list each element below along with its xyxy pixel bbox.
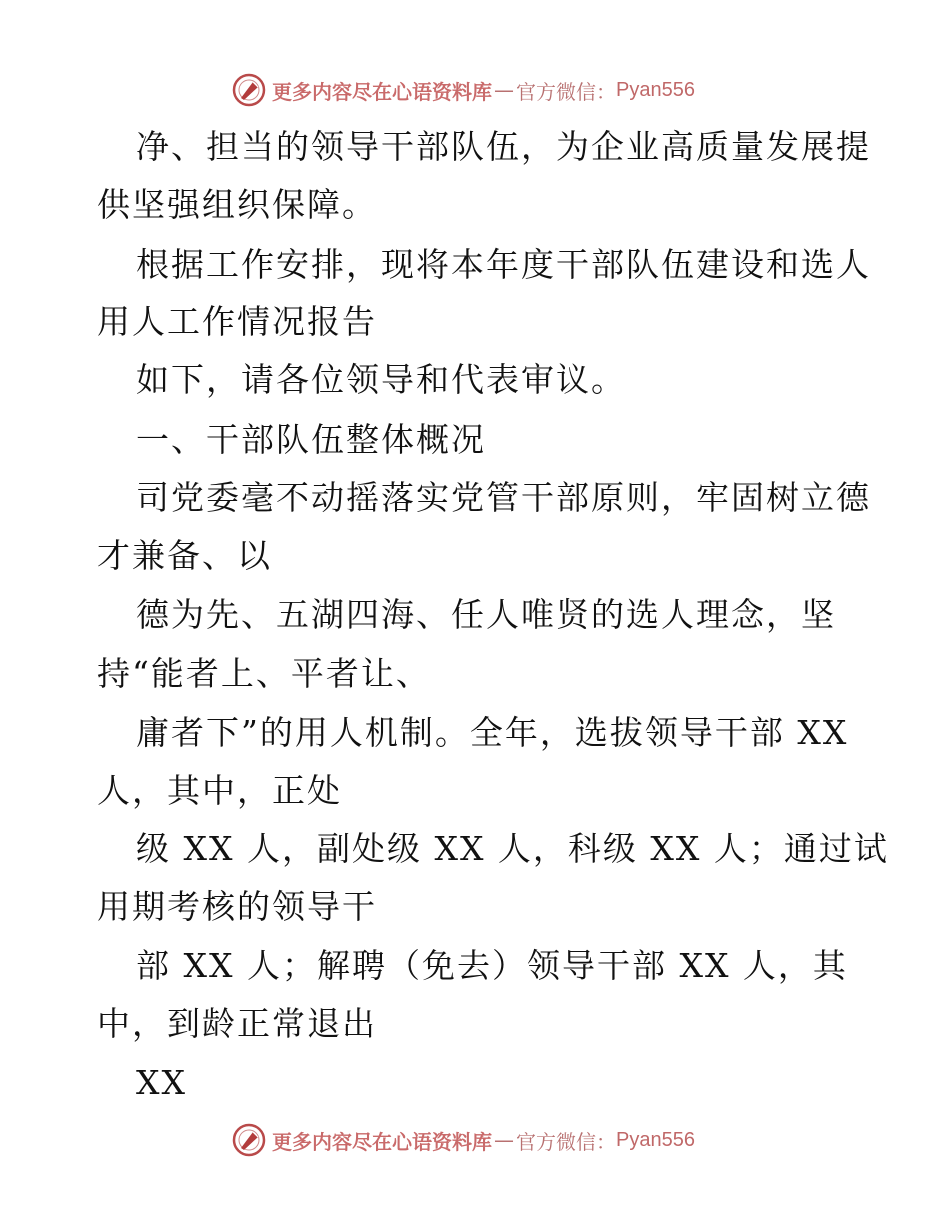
banner-dash: — [494,78,514,102]
text-line: 用人工作情况报告 [97,302,377,341]
text-line: 部 XX 人；解聘（免去）领导干部 XX 人，其 [136,946,848,985]
text-line: 中，到龄正常退出 [97,1004,377,1043]
text-line: 庸者下”的用人机制。全年，选拔领导干部 XX [136,713,849,752]
banner-sub-text: 官方微信： [516,1129,616,1154]
text-line: 司党委毫不动摇落实党管干部原则，牢固树立德 [136,478,871,517]
pen-nib-logo-icon [232,1123,266,1157]
text-line: 持“能者上、平者让、 [97,654,431,693]
text-line: 用期考核的领导干 [97,887,377,926]
text-line: 德为先、五湖四海、任人唯贤的选人理念，坚 [136,595,836,634]
banner-wechat-id: Pyan556 [616,78,695,101]
footer-banner [232,1122,695,1158]
pen-nib-logo-icon [232,73,266,107]
banner-wechat-id: Pyan556 [616,1128,695,1151]
text-line: 如下，请各位领导和代表审议。 [136,360,626,399]
banner-main-text: 更多内容尽在心语资料库 [272,79,492,104]
banner-dash: — [494,1128,514,1152]
text-line: 供坚强组织保障。 [97,185,377,224]
text-line: 净、担当的领导干部队伍，为企业高质量发展提 [136,127,871,166]
text-line: XX [136,1063,187,1102]
banner-sub-text: 官方微信： [516,79,616,104]
text-line: 才兼备、以 [97,536,272,575]
section-heading: 一、干部队伍整体概况 [136,420,486,459]
text-line: 级 XX 人，副处级 XX 人，科级 XX 人；通过试 [136,829,889,868]
header-banner [232,72,695,108]
banner-main-text: 更多内容尽在心语资料库 [272,1129,492,1154]
text-line: 人，其中，正处 [97,771,342,810]
text-line: 根据工作安排，现将本年度干部队伍建设和选人 [136,245,871,284]
